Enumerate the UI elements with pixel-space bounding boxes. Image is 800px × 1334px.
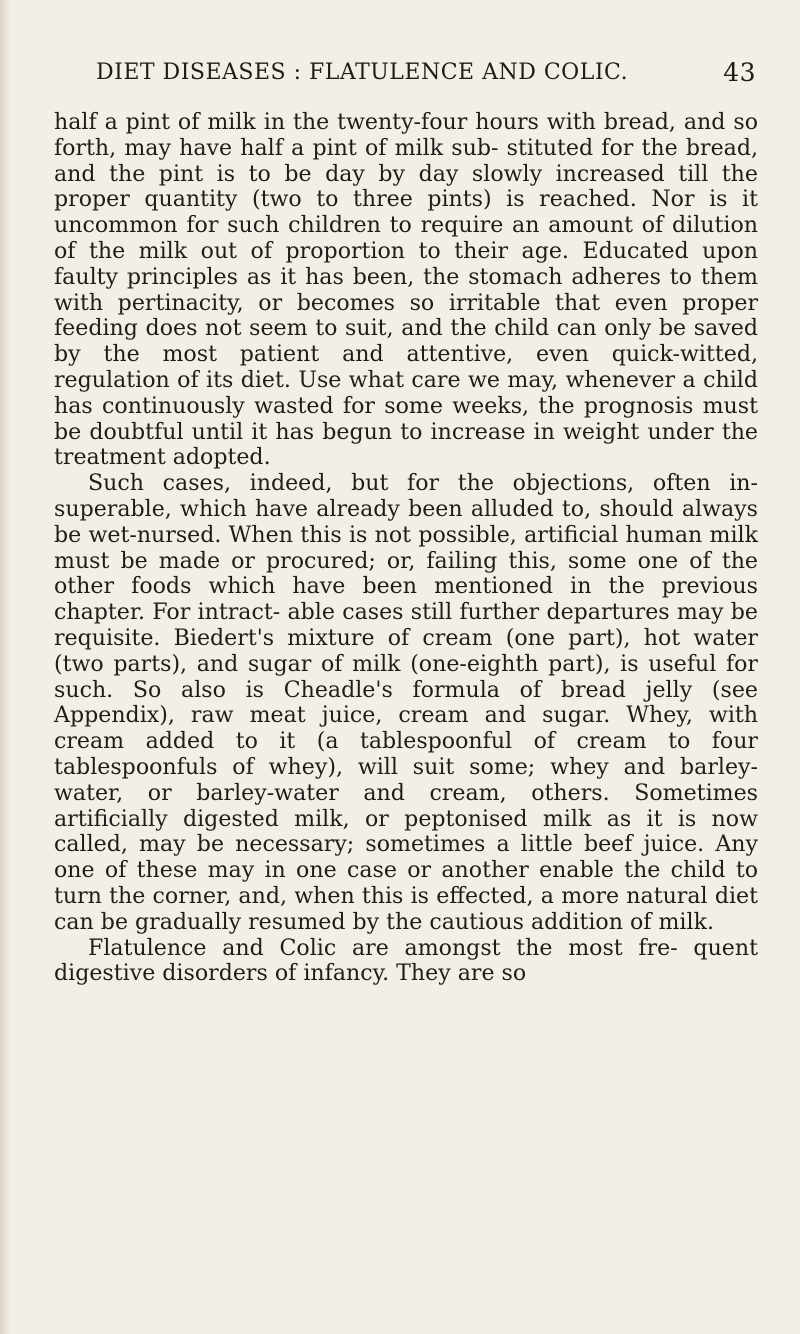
running-head: DIET DISEASES : FLATULENCE AND COLIC. [96, 60, 629, 85]
paragraph-wet-nursing: Such cases, indeed, but for the objections, often in- superable, which have already been alluded to, should always be wet-nursed. When this is not possible, artificial human milk must be made or procured; or, failing this, some one of the other foods which have been mentioned in the previous chapter. For intract- able cases still further departures may be requisite. Biedert's mixture of cream (one part), hot water (two parts), and sugar of milk (one-eighth part), is useful for such. So also is Cheadle's formula of bread jelly (see Appendix), raw meat juice, cream and sugar. Whey, with cream added to it (a tablespoonful of cream to four tablespoonfuls of whey), will suit some; whey and barley-water, or barley-water and cream, others. Sometimes artificially digested milk, or peptonised milk as it is now called, may be necessary; sometimes a little beef juice. Any one of these may in one case or another enable the child to turn the corner, and, when this is effected, a more natural diet can be gradually resumed by the cautious addition of milk. [54, 470, 758, 935]
paragraph-flatulence-colic: Flatulence and Colic are amongst the most fre- quent digestive disorders of infancy. They are so [54, 934, 758, 987]
paragraph-diet-continuation: half a pint of milk in the twenty-four hours with bread, and so forth, may have half a pint of milk sub- stituted for the bread, and the pint is to be day by day slowly increased till the proper quantity (two to three pints) is reached. Nor is it uncommon for such children to require an amount of dilution of the milk out of proportion to their age. Educated upon faulty principles as it has been, the stomach adheres to them with pertinacity, or becomes so irritable that even proper feeding does not seem to suit, and the child can only be saved by the most patient and attentive, even quick-witted, regulation of its diet. Use what care we may, whenever a child has continuously wasted for some weeks, the prognosis must be doubtful until it has begun to increase in weight under the treatment adopted. [54, 109, 758, 471]
page-header [96, 60, 756, 100]
page-gutter-shadow [0, 0, 12, 1334]
body-text [54, 110, 758, 987]
page-number: 43 [723, 58, 756, 87]
